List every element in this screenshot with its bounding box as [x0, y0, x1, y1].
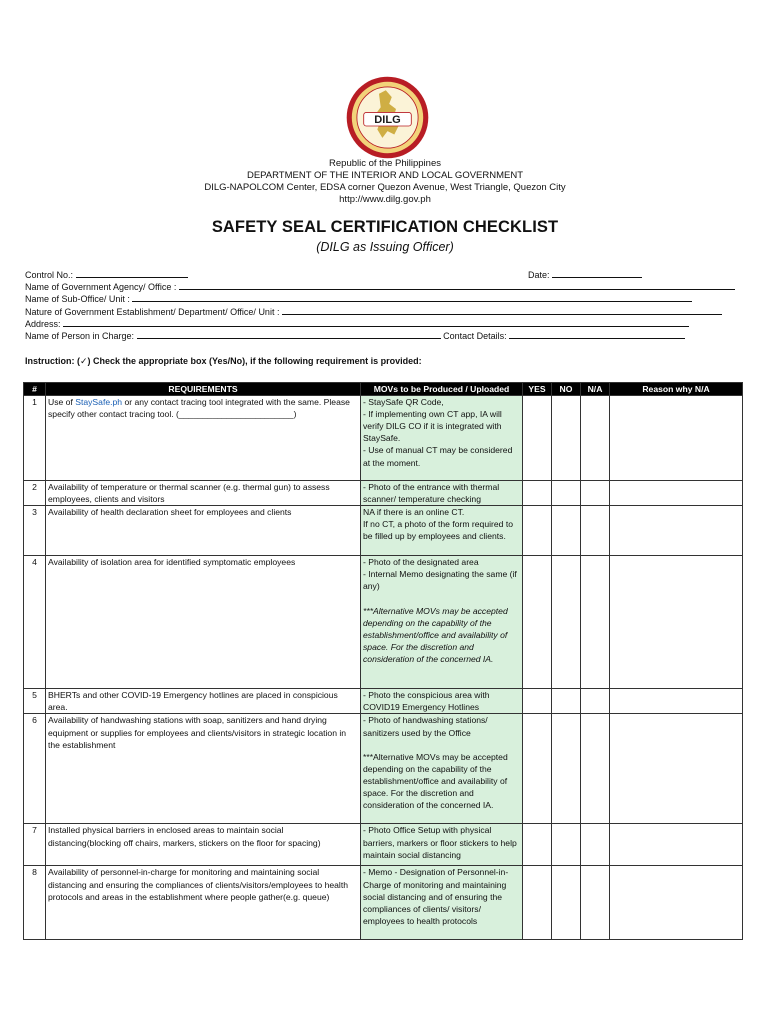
page-title: SAFETY SEAL CERTIFICATION CHECKLIST	[211, 218, 559, 236]
row-number: 7	[24, 824, 46, 866]
reason-field[interactable]	[610, 506, 743, 556]
control-date-line	[25, 268, 745, 280]
requirement-cell: Installed physical barriers in enclosed areas to maintain social distancing(blocking off chairs, markers, stickers on the floor for spacing)	[46, 824, 361, 866]
agency-line	[25, 280, 745, 292]
requirement-text: Use of	[48, 397, 76, 408]
reason-field[interactable]	[610, 866, 743, 940]
col-header-yes: YES	[523, 383, 552, 396]
col-header-requirements: REQUIREMENTS	[46, 383, 361, 396]
address-line	[25, 317, 745, 329]
mov-text: NA if there is an online CT. If no CT, a photo of the form required to be filled up by employees and clients.	[363, 507, 513, 542]
person-field[interactable]	[137, 329, 441, 339]
table-row	[24, 866, 743, 940]
mov-cell	[361, 556, 523, 689]
date-label: Date:	[528, 270, 550, 280]
row-number: 6	[24, 714, 46, 824]
date-field[interactable]	[552, 268, 642, 278]
table-row	[24, 481, 743, 506]
na-checkbox[interactable]	[581, 556, 610, 689]
no-checkbox[interactable]	[552, 714, 581, 824]
form-fields	[25, 268, 745, 341]
mov-alternative-note: ***Alternative MOVs may be accepted depending on the capability of the establishment/office and availability of space. For the discretion and consideration of the concerned IA.	[363, 751, 508, 811]
control-no-label: Control No.:	[25, 270, 74, 280]
person-label: Name of Person in Charge:	[25, 330, 135, 341]
na-checkbox[interactable]	[581, 481, 610, 506]
mov-text: - StaySafe QR Code, - If implementing own CT app, IA will verify DILG CO if it is integrated with StaySafe. - Use of manual CT may be considered at the moment.	[363, 397, 513, 468]
staysafe-link[interactable]: StaySafe.ph	[75, 397, 123, 408]
mov-text: - Photo of the designated area - Internal Memo designating the same (if any)	[363, 557, 517, 592]
yes-checkbox[interactable]	[523, 824, 552, 866]
mov-alternative-note: ***Alternative MOVs may be accepted depending on the capability of the establishment/office and availability of space. For the discretion and consideration of the concerned IA.	[363, 605, 508, 665]
table-header-row	[24, 383, 743, 396]
mov-text: - Photo of handwashing stations/ sanitizers used by the Office	[363, 715, 488, 738]
col-header-movs: MOVs to be Produced / Uploaded	[361, 383, 523, 396]
nature-line	[25, 305, 745, 317]
yes-checkbox[interactable]	[523, 689, 552, 714]
logo-text: DILG	[374, 114, 401, 127]
row-number: 1	[24, 396, 46, 481]
dilg-seal-logo	[345, 75, 430, 160]
person-line	[25, 329, 745, 341]
reason-field[interactable]	[610, 481, 743, 506]
col-header-no: NO	[552, 383, 581, 396]
page-subtitle: (DILG as Issuing Officer)	[316, 240, 454, 254]
reason-field[interactable]	[610, 714, 743, 824]
yes-checkbox[interactable]	[523, 481, 552, 506]
contact-field[interactable]	[509, 329, 685, 339]
na-checkbox[interactable]	[581, 824, 610, 866]
na-checkbox[interactable]	[581, 506, 610, 556]
row-number: 5	[24, 689, 46, 714]
mov-cell	[361, 506, 523, 556]
mov-cell: - Memo - Designation of Personnel-in-Charge of monitoring and maintaining social distancing and of ensuring the compliances of clients/ visitors/ employees to health protocols	[361, 866, 523, 940]
header-website: http://www.dilg.gov.ph	[339, 194, 431, 205]
table-row	[24, 714, 743, 824]
requirement-cell: Availability of temperature or thermal scanner (e.g. thermal gun) to assess employees, clients and visitors	[46, 481, 361, 506]
yes-checkbox[interactable]	[523, 866, 552, 940]
mov-cell: - Photo the conspicious area with COVID19 Emergency Hotlines	[361, 689, 523, 714]
contact-label: Contact Details:	[443, 330, 507, 341]
requirement-cell: Availability of isolation area for identified symptomatic employees	[46, 556, 361, 689]
na-checkbox[interactable]	[581, 396, 610, 481]
requirement-cell	[46, 396, 361, 481]
header-department: DEPARTMENT OF THE INTERIOR AND LOCAL GOVERNMENT	[246, 170, 524, 181]
row-number: 8	[24, 866, 46, 940]
sub-office-line	[25, 292, 745, 304]
table-row	[24, 506, 743, 556]
row-number: 2	[24, 481, 46, 506]
header-republic: Republic of the Philippines	[329, 158, 441, 169]
agency-label: Name of Government Agency/ Office :	[25, 282, 177, 293]
control-no-field[interactable]	[76, 268, 188, 278]
reason-field[interactable]	[610, 556, 743, 689]
sub-office-label: Name of Sub-Office/ Unit :	[25, 294, 130, 305]
no-checkbox[interactable]	[552, 396, 581, 481]
instruction-text: Instruction: (✓) Check the appropriate box (Yes/No), if the following requirement is provided:	[25, 356, 422, 366]
col-header-num: #	[24, 383, 46, 396]
header-address: DILG-NAPOLCOM Center, EDSA corner Quezon Avenue, West Triangle, Quezon City	[204, 182, 566, 193]
nature-label: Nature of Government Establishment/ Department/ Office/ Unit :	[25, 306, 280, 317]
reason-field[interactable]	[610, 396, 743, 481]
no-checkbox[interactable]	[552, 481, 581, 506]
checklist-table	[23, 382, 743, 940]
no-checkbox[interactable]	[552, 506, 581, 556]
requirement-cell: BHERTs and other COVID-19 Emergency hotlines are placed in conspicious area.	[46, 689, 361, 714]
sub-office-field[interactable]	[132, 292, 692, 302]
row-number: 3	[24, 506, 46, 556]
yes-checkbox[interactable]	[523, 714, 552, 824]
na-checkbox[interactable]	[581, 714, 610, 824]
table-row	[24, 824, 743, 866]
mov-cell: - Photo Office Setup with physical barriers, markers or floor stickers to help maintain social distancing	[361, 824, 523, 866]
address-label: Address:	[25, 318, 61, 329]
agency-field[interactable]	[179, 280, 735, 290]
nature-field[interactable]	[282, 305, 722, 315]
requirement-cell: Availability of handwashing stations with soap, sanitizers and hand drying equipment or supplies for employees and clients/visitors in strategic location in the establishment	[46, 714, 361, 824]
requirement-text: or any contact tracing tool integrated with the same. Please specify other contact tracing tool. (________________________)	[48, 397, 350, 420]
mov-cell: - Photo of the entrance with thermal scanner/ temperature checking	[361, 481, 523, 506]
row-number: 4	[24, 556, 46, 689]
no-checkbox[interactable]	[552, 556, 581, 689]
mov-cell	[361, 714, 523, 824]
table-row	[24, 556, 743, 689]
yes-checkbox[interactable]	[523, 506, 552, 556]
yes-checkbox[interactable]	[523, 396, 552, 481]
table-row	[24, 396, 743, 481]
requirement-cell: Availability of health declaration sheet for employees and clients	[46, 506, 361, 556]
table-row	[24, 689, 743, 714]
no-checkbox[interactable]	[552, 824, 581, 866]
no-checkbox[interactable]	[552, 689, 581, 714]
reason-field[interactable]	[610, 824, 743, 866]
col-header-reason: Reason why N/A	[610, 383, 743, 396]
requirement-cell: Availability of personnel-in-charge for monitoring and maintaining social distancing and ensuring the compliances of clients/visitors/employees to health protocols and areas in the establishment where people gather(e.g. queue)	[46, 866, 361, 940]
reason-field[interactable]	[610, 689, 743, 714]
address-field[interactable]	[63, 317, 689, 327]
mov-cell	[361, 396, 523, 481]
yes-checkbox[interactable]	[523, 556, 552, 689]
no-checkbox[interactable]	[552, 866, 581, 940]
col-header-na: N/A	[581, 383, 610, 396]
na-checkbox[interactable]	[581, 866, 610, 940]
na-checkbox[interactable]	[581, 689, 610, 714]
